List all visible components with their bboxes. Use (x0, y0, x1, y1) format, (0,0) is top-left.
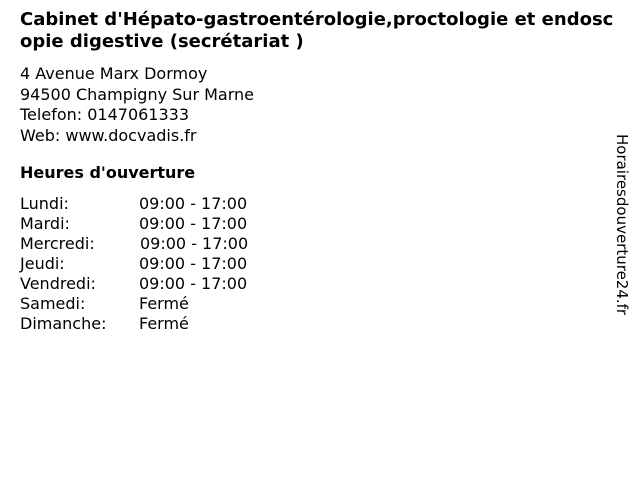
day-label: Mercredi: (20, 234, 95, 253)
day-label: Jeudi: (20, 254, 65, 273)
opening-hours-table (20, 194, 248, 334)
hours-value: 09:00 - 17:00 (140, 234, 249, 253)
day-label: Vendredi: (20, 274, 96, 293)
hours-value: 09:00 - 17:00 (139, 254, 248, 273)
day-label: Samedi: (20, 294, 86, 313)
hours-row-sunday (20, 314, 248, 334)
hours-row-tuesday (20, 214, 248, 234)
hours-row-thursday (20, 254, 248, 274)
business-name: Cabinet d'Hépato-gastroentérologie,proctologie et endoscopie digestive (secrétariat ) (20, 9, 614, 52)
contact-block (20, 64, 254, 146)
hours-value: Fermé (139, 314, 189, 333)
hours-value: 09:00 - 17:00 (139, 214, 248, 233)
website: Web: www.docvadis.fr (20, 125, 197, 145)
day-label: Mardi: (20, 214, 70, 233)
address-line-city: 94500 Champigny Sur Marne (20, 84, 254, 104)
hours-value: Fermé (139, 294, 189, 313)
watermark-text: Horairesdouverture24.fr (613, 134, 631, 316)
hours-value: 09:00 - 17:00 (139, 194, 248, 213)
hours-row-saturday (20, 294, 248, 314)
phone-number: Telefon: 0147061333 (20, 105, 190, 124)
address-line-street: 4 Avenue Marx Dormoy (20, 64, 208, 83)
opening-hours-heading: Heures d'ouverture (20, 163, 196, 182)
hours-value: 09:00 - 17:00 (139, 274, 248, 293)
hours-row-wednesday (20, 234, 248, 254)
hours-row-monday (20, 194, 248, 214)
day-label: Dimanche: (20, 314, 107, 333)
day-label: Lundi: (20, 194, 69, 213)
hours-row-friday (20, 274, 248, 294)
